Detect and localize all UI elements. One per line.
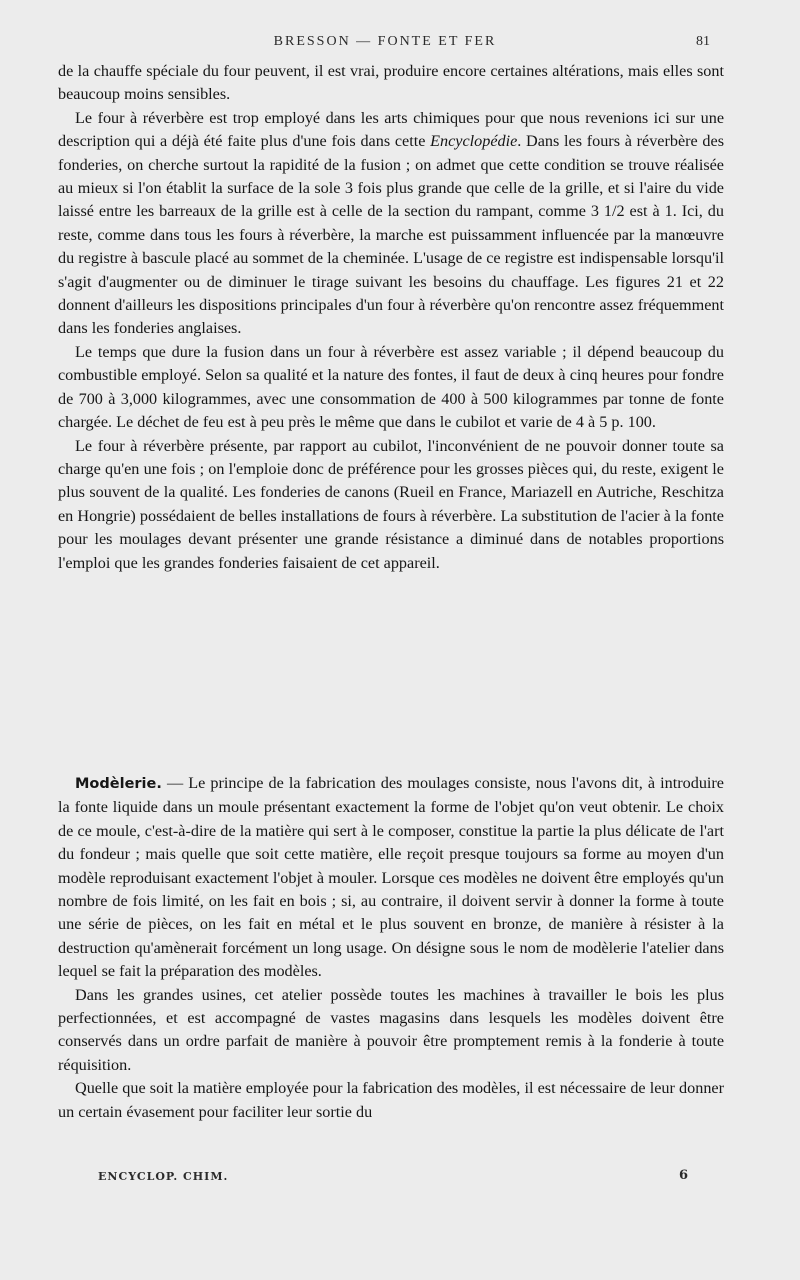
- page-number: 81: [696, 34, 710, 49]
- paragraph-text: Le principe de la fabrication des moulages consiste, nous l'avons dit, à introduire la fonte liquide dans un moule présentant exactement la forme de l'objet qu'on veut obtenir. Le choix de ce moule, c'est-à-dire de la matière qui sert à le composer, constitue la partie la plus délicate de l'art du fondeur ; mais quelle que soit cette matière, elle reçoit presque toujours sa forme au moyen d'un modèle reproduisant exactement l'objet à mouler. Lorsque ces modèles ne doivent être employés qu'un nombre de fois limité, on les fait en bois ; si, au contraire, il doivent servir à donner la forme à toute une série de pièces, on les fait en métal et le plus souvent en bronze, de manière à résister à la destruction qu'amènerait forcément un long usage. On désigne sous le nom de modèlerie l'atelier dans lequel se fait la préparation des modèles.: [58, 774, 724, 981]
- paragraph-temps-fusion: Le temps que dure la fusion dans un four à réverbère est assez variable ; il dépend beaucoup du combustible employé. Selon sa qualité et la nature des fontes, il faut de deux à cinq heures pour fondre de 700 à 3,000 kilogrammes, avec une consommation de 400 à 500 kilogrammes par tonne de fonte chargée. Le déchet de feu est à peu près le même que dans le cubilot et varie de 4 à 5 p. 100.: [58, 342, 724, 432]
- paragraph-evasement: Quelle que soit la matière employée pour la fabrication des modèles, il est nécessaire de leur donner un certain évasement pour faciliter leur sortie du: [58, 1079, 724, 1121]
- main-text-block: [58, 60, 724, 575]
- encyclopedie-title: Encyclopédie: [430, 132, 518, 151]
- signature-mark: ENCYCLOP. CHIM.: [98, 1170, 229, 1183]
- paragraph-text-start: Le four à réverbère est trop employé dans les arts chimiques pour que nous revenions ici sur une description qui a déjà été faite plus d'une fois dans cette: [58, 108, 724, 151]
- sheet-number: 6: [678, 1168, 688, 1183]
- page-header: [60, 34, 710, 54]
- paragraph-continuation: de la chauffe spéciale du four peuvent, il est vrai, produire encore certaines altérations, mais elles sont beaucoup moins sensibles.: [58, 62, 724, 104]
- page-footer: [98, 1170, 688, 1190]
- paragraph-grandes-usines: Dans les grandes usines, cet atelier possède toutes les machines à travailler le bois les plus perfectionnées, et est accompagné de vastes magasins dans lesquels les modèles doivent être conservés dans un ordre parfait de manière à pouvoir être promptement remis à la fonderie à toute réquisition.: [58, 985, 724, 1074]
- section-heading: Modèlerie.: [75, 776, 162, 792]
- modelerie-section: [58, 772, 724, 1124]
- paragraph-four-reverbere: [58, 107, 724, 341]
- paragraph-text-end: . Dans les fours à réverbère des fonderies, on cherche surtout la rapidité de la fusion ; on admet que cette condition se trouve réalisée au mieux si l'on établit la surface de la sole 3 fois plus grande que celle de la grille, et si l'aire du vide laissé entre les barreaux de la grille est à celle de la section du rampant, comme 3 1/2 est à 1. Ici, du reste, comme dans tous les fours à réverbère, la marche est puissamment influencée par la manœuvre du registre à bascule placé au sommet de la cheminée. L'usage de ce registre est indispensable lorsqu'il s'agit d'augmenter ou de diminuer le tirage suivant les besoins du chauffage. Les figures 21 et 22 donnent d'ailleurs les dispositions principales d'un four à réverbère qu'on rencontre assez fréquemment dans les fonderies anglaises.: [58, 132, 725, 338]
- paragraph-inconvenient: Le four à réverbère présente, par rapport au cubilot, l'inconvénient de ne pouvoir donner toute sa charge qu'en une fois ; on l'emploie donc de préférence pour les grosses pièces qui, du reste, exigent le plus souvent de la qualité. Les fonderies de canons (Rueil en France, Mariazell en Autriche, Reschitza en Hongrie) possédaient de belles installations de fours à réverbère. La substitution de l'acier à la fonte pour les moulages devant présenter une grande résistance a diminué dans de notables proportions l'emploi que les grandes fonderies faisaient de cet appareil.: [58, 436, 724, 572]
- heading-dash: —: [161, 774, 189, 792]
- running-title: BRESSON — FONTE ET FER: [273, 34, 497, 49]
- paragraph-modelerie-intro: [58, 772, 724, 984]
